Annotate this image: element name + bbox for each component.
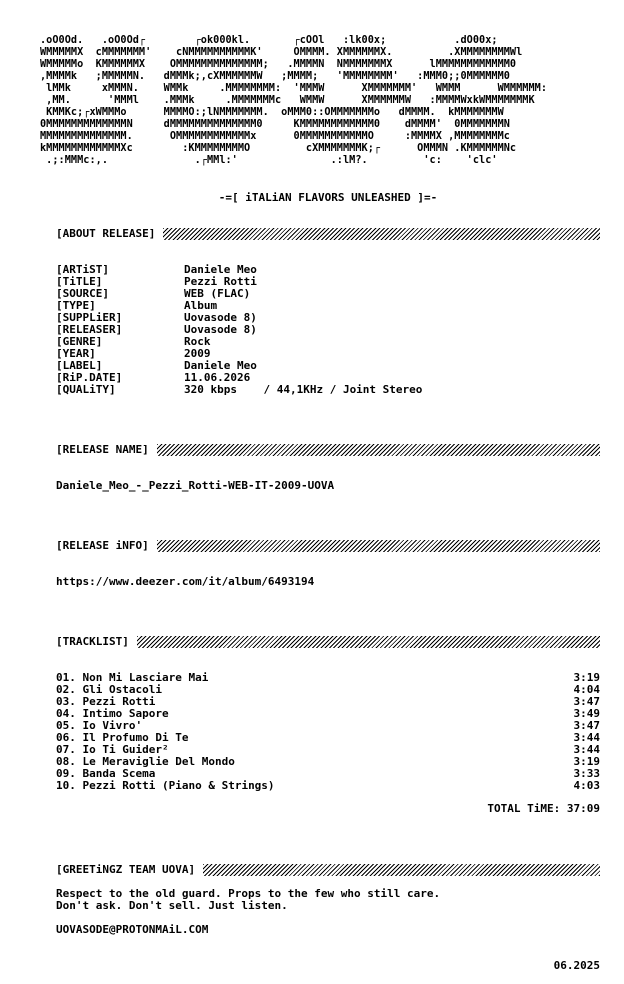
- section-header-greetings: [56, 864, 600, 876]
- track-title: Gli Ostacoli: [82, 683, 162, 696]
- track-duration: 3:49: [573, 707, 600, 720]
- hatched-divider: [157, 540, 600, 552]
- detail-value: Album: [184, 299, 218, 312]
- detail-row-releaser: [56, 324, 422, 336]
- track-row: [56, 780, 600, 792]
- detail-key: [SOURCE]: [56, 287, 109, 300]
- track-duration: 3:19: [573, 755, 600, 768]
- detail-value: Uovasode 8): [184, 311, 257, 324]
- track-title: Io Ti Guider²: [82, 743, 169, 756]
- hatched-divider: [203, 864, 600, 876]
- track-title: Le Meraviglie Del Mondo: [82, 755, 235, 768]
- track-title: Non Mi Lasciare Mai: [82, 671, 209, 684]
- release-details: [56, 264, 422, 396]
- detail-value: Daniele Meo: [184, 263, 257, 276]
- section-header-about: [56, 228, 600, 240]
- ascii-logo: .oO0Od. .oO0Od┌ ┌ok000kl. ┌cOOl :lk00x; .dO00x; WMMMMMX cMMMMMMM' cNMMMMMMMMMMK' OMMMM. XMMMMMMX. .XMMMMMMMMWl WMMMMMo KMMMMMMX OMMMMMMMMMMMMMM; .MMMMN NMMMMMMMX lMMMMMMMMMMMM0 ,MMMMk ;MMMMMN. dMMMk;,cXMMMMMMW ;MMMM; 'MMMMMMMM' :MMM0;;0MMMMMM0 lMMk xMMMN. WMMk .MMMMMMMM: 'MMMW XMMMMMMM' WMMM WMMMMMM: ,MM. 'MMMl .MMMk .MMMMMMMc WMMW XMMMMMMW :MMMMWxkWMMMMMMMK KMMKc;┌xWMMMo MMMMO:;lNMMMMMMM. oMMM0::OMMMMMMMo dMMMM. kMMMMMMMW 0MMMMMMMMMMMMMN dMMMMMMMMMMMMMM0 KMMMMMMMMMMMM0 dMMMM' 0MMMMMMMN MMMMMMMMMMMMMM. OMMMMMMMMMMMMx 0MMMMMMMMMMMO :MMMMX ,MMMMMMMMc kMMMMMMMMMMMMXc :KMMMMMMMMO cXMMMMMMMK;┌ OMMMN .KMMMMMMNc .;:MMMc:,. .┌MMl:' .:lM?. 'c: 'clc': [40, 35, 548, 166]
- hatched-divider: [157, 444, 600, 456]
- detail-key: [RELEASER]: [56, 323, 123, 336]
- detail-value: 320 kbps / 44,1KHz / Joint Stereo: [184, 383, 423, 396]
- track-duration: 4:03: [573, 779, 600, 792]
- section-title-greetings: [GREETiNGZ TEAM UOVA]: [56, 863, 196, 876]
- track-duration: 4:04: [573, 683, 600, 696]
- track-duration: 3:19: [573, 671, 600, 684]
- detail-row-source: [56, 288, 422, 300]
- section-header-release-info: [56, 540, 600, 552]
- contact-email[interactable]: UOVASODE@PROTONMAiL.COM: [56, 923, 209, 936]
- track-number: 08.: [56, 755, 76, 768]
- track-title: Pezzi Rotti: [82, 695, 156, 708]
- track-number: 02.: [56, 683, 76, 696]
- total-time: TOTAL TiME: 37:09: [487, 802, 600, 815]
- hatched-divider: [137, 636, 600, 648]
- track-number: 10.: [56, 779, 76, 792]
- track-number: 06.: [56, 731, 76, 744]
- section-header-tracklist: [56, 636, 600, 648]
- section-title-about: [ABOUT RELEASE]: [56, 227, 156, 240]
- track-title: Intimo Sapore: [82, 707, 169, 720]
- detail-value: Uovasode 8): [184, 323, 257, 336]
- detail-value: Rock: [184, 335, 211, 348]
- track-number: 07.: [56, 743, 76, 756]
- release-date-footer: 06.2025: [553, 959, 600, 972]
- section-header-release-name: [56, 444, 600, 456]
- tracklist: [56, 672, 600, 792]
- detail-key: [YEAR]: [56, 347, 96, 360]
- track-number: 09.: [56, 767, 76, 780]
- detail-value: 2009: [184, 347, 211, 360]
- detail-key: [LABEL]: [56, 359, 103, 372]
- section-title-tracklist: [TRACKLIST]: [56, 635, 129, 648]
- hatched-divider: [163, 228, 600, 240]
- track-number: 05.: [56, 719, 76, 732]
- track-title: Banda Scema: [82, 767, 156, 780]
- detail-value: Daniele Meo: [184, 359, 257, 372]
- detail-key: [GENRE]: [56, 335, 103, 348]
- release-info-link[interactable]: https://www.deezer.com/it/album/6493194: [56, 575, 315, 588]
- track-title: Pezzi Rotti (Piano & Strings): [82, 779, 275, 792]
- detail-key: [TYPE]: [56, 299, 96, 312]
- release-name: Daniele_Meo_-_Pezzi_Rotti-WEB-IT-2009-UOVA: [56, 479, 335, 492]
- track-duration: 3:47: [573, 719, 600, 732]
- detail-key: [SUPPLiER]: [56, 311, 123, 324]
- detail-key: [RiP.DATE]: [56, 371, 123, 384]
- detail-key: [TiTLE]: [56, 275, 103, 288]
- section-title-release-info: [RELEASE iNFO]: [56, 539, 149, 552]
- detail-row-genre: [56, 336, 422, 348]
- detail-key: [QUALiTY]: [56, 383, 116, 396]
- track-title: Il Profumo Di Te: [82, 731, 189, 744]
- detail-value: 11.06.2026: [184, 371, 251, 384]
- track-number: 01.: [56, 671, 76, 684]
- detail-value: Pezzi Rotti: [184, 275, 257, 288]
- track-number: 04.: [56, 707, 76, 720]
- track-number: 03.: [56, 695, 76, 708]
- section-title-release-name: [RELEASE NAME]: [56, 443, 149, 456]
- greetings-line-1: Respect to the old guard. Props to the few who still care.: [56, 887, 441, 900]
- tagline: -=[ iTALiAN FLAVORS UNLEASHED ]=-: [218, 191, 438, 204]
- detail-value: WEB (FLAC): [184, 287, 251, 300]
- track-duration: 3:44: [573, 743, 600, 756]
- detail-key: [ARTiST]: [56, 263, 109, 276]
- track-duration: 3:44: [573, 731, 600, 744]
- track-duration: 3:33: [573, 767, 600, 780]
- track-duration: 3:47: [573, 695, 600, 708]
- track-title: Io Vivro': [82, 719, 143, 732]
- detail-row-quality: [56, 384, 422, 396]
- greetings-line-2: Don't ask. Don't sell. Just listen.: [56, 899, 288, 912]
